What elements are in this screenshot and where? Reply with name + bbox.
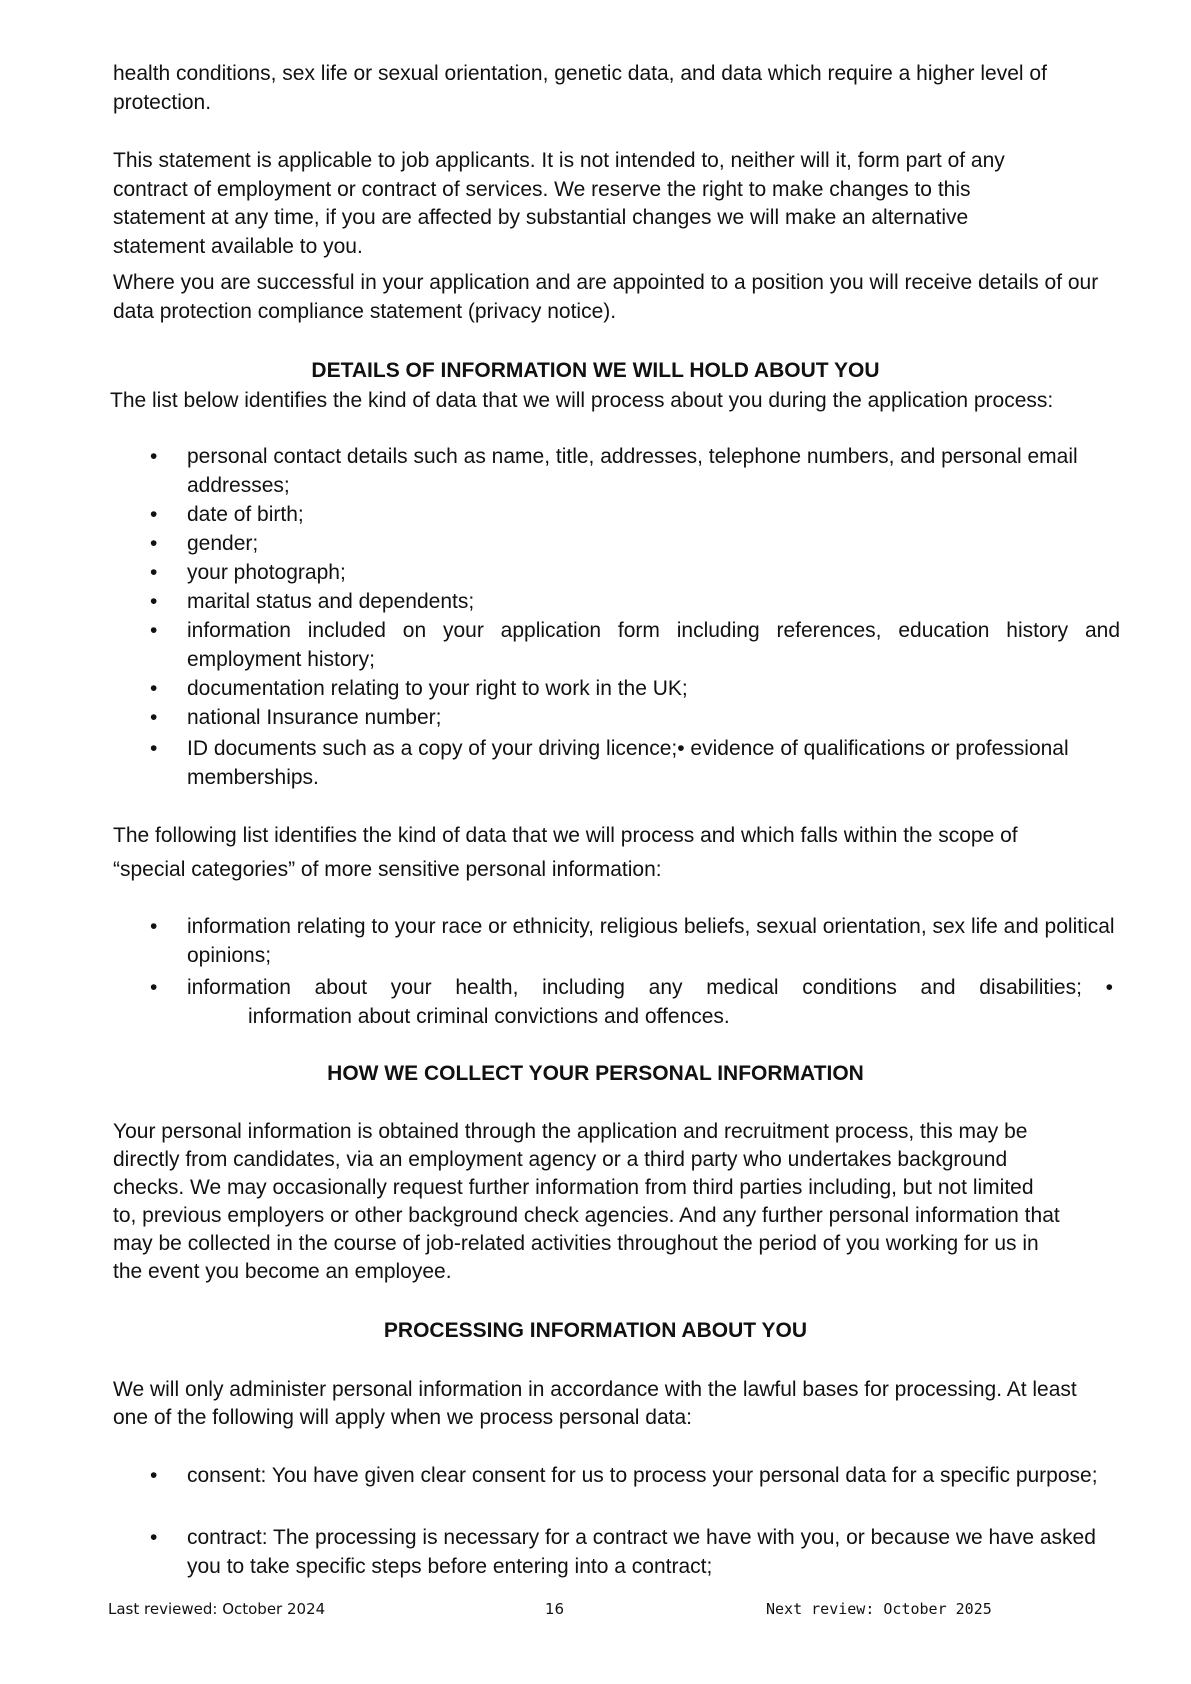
list-item: [150, 704, 1155, 733]
list-item-text: date of birth;: [187, 503, 304, 526]
list-item: [150, 974, 1113, 1003]
list-item-text: ID documents such as a copy of your driving licence;• evidence of qualifications or professional memberships.: [187, 737, 1069, 789]
list-item: [150, 559, 1155, 588]
list-item-text: your photograph;: [187, 561, 346, 584]
list-item-text: national Insurance number;: [187, 706, 442, 729]
list-item-text: gender;: [187, 532, 259, 555]
footer-next-review: Next review: October 2025: [766, 1600, 992, 1618]
bullet-icon: •: [150, 503, 158, 526]
collect-line-1: Your personal information is obtained through the application and recruitment process, this may be: [113, 1120, 1028, 1143]
collect-line-5: may be collected in the course of job-related activities throughout the period of you working for us in: [113, 1232, 1039, 1255]
special-intro-line-1: The following list identifies the kind of data that we will process and which falls within the scope of: [113, 824, 1018, 847]
bullet-icon: •: [150, 532, 158, 555]
processing-heading: PROCESSING INFORMATION ABOUT YOU: [383, 1319, 808, 1342]
list-item: [150, 501, 1155, 530]
bullet-icon: •: [150, 737, 158, 760]
list-item-text: documentation relating to your right to work in the UK;: [187, 677, 688, 700]
list-item: [150, 735, 1125, 792]
bullet-icon: •: [150, 1526, 158, 1549]
list-item-text: information about your health, including any medical conditions and disabilities; •: [187, 976, 1113, 999]
bullet-icon: •: [150, 619, 158, 642]
details-intro: The list below identifies the kind of data that we will process about you during the application process:: [110, 389, 1054, 412]
bullet-icon: •: [150, 1464, 158, 1487]
bullet-icon: •: [150, 915, 158, 938]
list-item: [150, 1524, 1105, 1581]
list-item: [150, 913, 1115, 970]
details-heading: DETAILS OF INFORMATION WE WILL HOLD ABOUT YOU: [311, 359, 880, 382]
bullet-icon: •: [150, 677, 158, 700]
bullet-icon: •: [150, 445, 158, 468]
processing-intro-line-1: We will only administer personal information in accordance with the lawful bases for processing. At least: [113, 1378, 1077, 1401]
list-item-text: information relating to your race or ethnicity, religious beliefs, sexual orientation, sex life and political opinions;: [187, 915, 1115, 967]
collect-line-6: the event you become an employee.: [113, 1260, 452, 1283]
list-item-text: contract: The processing is necessary for a contract we have with you, or because we have asked you to take specific steps before entering into a contract;: [187, 1526, 1096, 1578]
list-item-text: consent: You have given clear consent for us to process your personal data for a specific purpose;: [187, 1464, 1098, 1487]
list-item: [150, 1462, 1155, 1491]
processing-intro-line-2: one of the following will apply when we process personal data:: [113, 1406, 693, 1429]
list-item-text: information included on your application form including references, education history and employment history;: [187, 619, 1120, 671]
list-item: [150, 530, 1155, 559]
footer-last-reviewed: Last reviewed: October 2024: [108, 1600, 326, 1618]
footer-page-number: 16: [545, 1600, 565, 1618]
bullet-icon: •: [150, 706, 158, 729]
list-item: [150, 443, 1155, 500]
intro-paragraph-2: This statement is applicable to job applicants. It is not intended to, neither will it, form part of any contract of employment or contract of services. We reserve the right to make changes to this statement at any time, if you are affected by substantial changes we will make an alternative statement available to you.: [113, 149, 1005, 258]
bullet-icon: •: [150, 590, 158, 613]
list-item-text: marital status and dependents;: [187, 590, 475, 613]
collect-line-4: to, previous employers or other background check agencies. And any further personal information that: [113, 1204, 1060, 1227]
special-intro-line-2: “special categories” of more sensitive personal information:: [113, 858, 662, 881]
bullet-icon: •: [150, 561, 158, 584]
list-item: [150, 588, 1155, 617]
collect-line-3: checks. We may occasionally request further information from third parties including, but not limited: [113, 1176, 1034, 1199]
intro-paragraph-1: health conditions, sex life or sexual orientation, genetic data, and data which require a higher level of protection.: [113, 62, 1047, 114]
collect-heading: HOW WE COLLECT YOUR PERSONAL INFORMATION: [327, 1062, 864, 1085]
special-item-continued: information about criminal convictions and offences.: [248, 1005, 730, 1028]
intro-paragraph-3: Where you are successful in your application and are appointed to a position you will receive details of our data protection compliance statement (privacy notice).: [113, 271, 1099, 323]
list-item-text: personal contact details such as name, title, addresses, telephone numbers, and personal email addresses;: [187, 445, 1078, 497]
collect-line-2: directly from candidates, via an employment agency or a third party who undertakes background: [113, 1148, 1008, 1171]
list-item: [150, 675, 1155, 704]
list-item: [150, 617, 1120, 674]
bullet-icon: •: [150, 976, 158, 999]
